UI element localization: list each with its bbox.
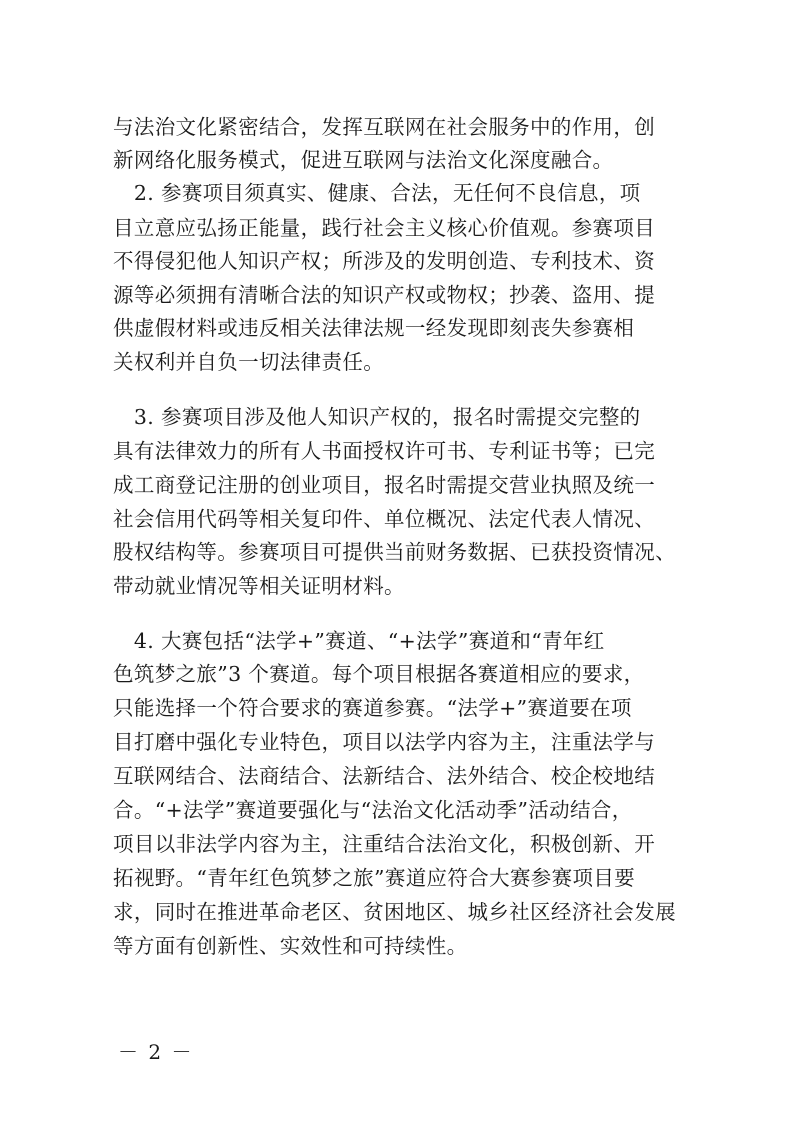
text-line: 3. 参赛项目涉及他人知识产权的，报名时需提交完整的 (113, 405, 641, 429)
text-line: 具有法律效力的所有人书面授权许可书、专利证书等；已完 (113, 439, 656, 463)
text-line: 拓视野。“青年红色筑梦之旅”赛道应符合大赛参赛项目要 (113, 866, 636, 890)
text-line: 成工商登记注册的创业项目，报名时需提交营业执照及统一 (113, 473, 656, 497)
page-number: － 2 － (118, 1040, 194, 1064)
text-line: 源等必须拥有清晰合法的知识产权或物权；抄袭、盗用、提 (113, 283, 656, 307)
text-line: 与法治文化紧密结合，发挥互联网在社会服务中的作用，创 (113, 115, 656, 139)
text-line: 关权利并自负一切法律责任。 (113, 350, 385, 374)
text-line: 项目以非法学内容为主，注重结合法治文化，积极创新、开 (113, 832, 656, 856)
text-line: 2. 参赛项目须真实、健康、合法，无任何不良信息，项 (113, 181, 641, 205)
text-line: 股权结构等。参赛项目可提供当前财务数据、已获投资情况、 (113, 540, 676, 564)
text-line: 合。“+法学”赛道要强化与“法治文化活动季”活动结合， (113, 798, 633, 822)
text-line: 目立意应弘扬正能量，践行社会主义核心价值观。参赛项目 (113, 216, 656, 240)
text-line: 等方面有创新性、实效性和可持续性。 (113, 934, 468, 958)
text-line: 只能选择一个符合要求的赛道参赛。“法学+”赛道要在项 (113, 696, 632, 720)
text-line: 社会信用代码等相关复印件、单位概况、法定代表人情况、 (113, 507, 656, 531)
text-line: 互联网结合、法商结合、法新结合、法外结合、校企校地结 (113, 764, 656, 788)
text-line: 4. 大赛包括“法学+”赛道、“+法学”赛道和“青年红 (113, 629, 605, 653)
text-line: 带动就业情况等相关证明材料。 (113, 574, 405, 598)
text-line: 不得侵犯他人知识产权；所涉及的发明创造、专利技术、资 (113, 249, 656, 273)
text-line: 目打磨中强化专业特色，项目以法学内容为主，注重法学与 (113, 730, 656, 754)
text-line: 供虚假材料或违反相关法律法规一经发现即刻丧失参赛相 (113, 316, 635, 340)
text-line: 新网络化服务模式，促进互联网与法治文化深度融合。 (113, 148, 614, 172)
text-line: 色筑梦之旅”3 个赛道。每个项目根据各赛道相应的要求， (113, 662, 645, 686)
text-line: 求，同时在推进革命老区、贫困地区、城乡社区经济社会发展 (113, 900, 676, 924)
